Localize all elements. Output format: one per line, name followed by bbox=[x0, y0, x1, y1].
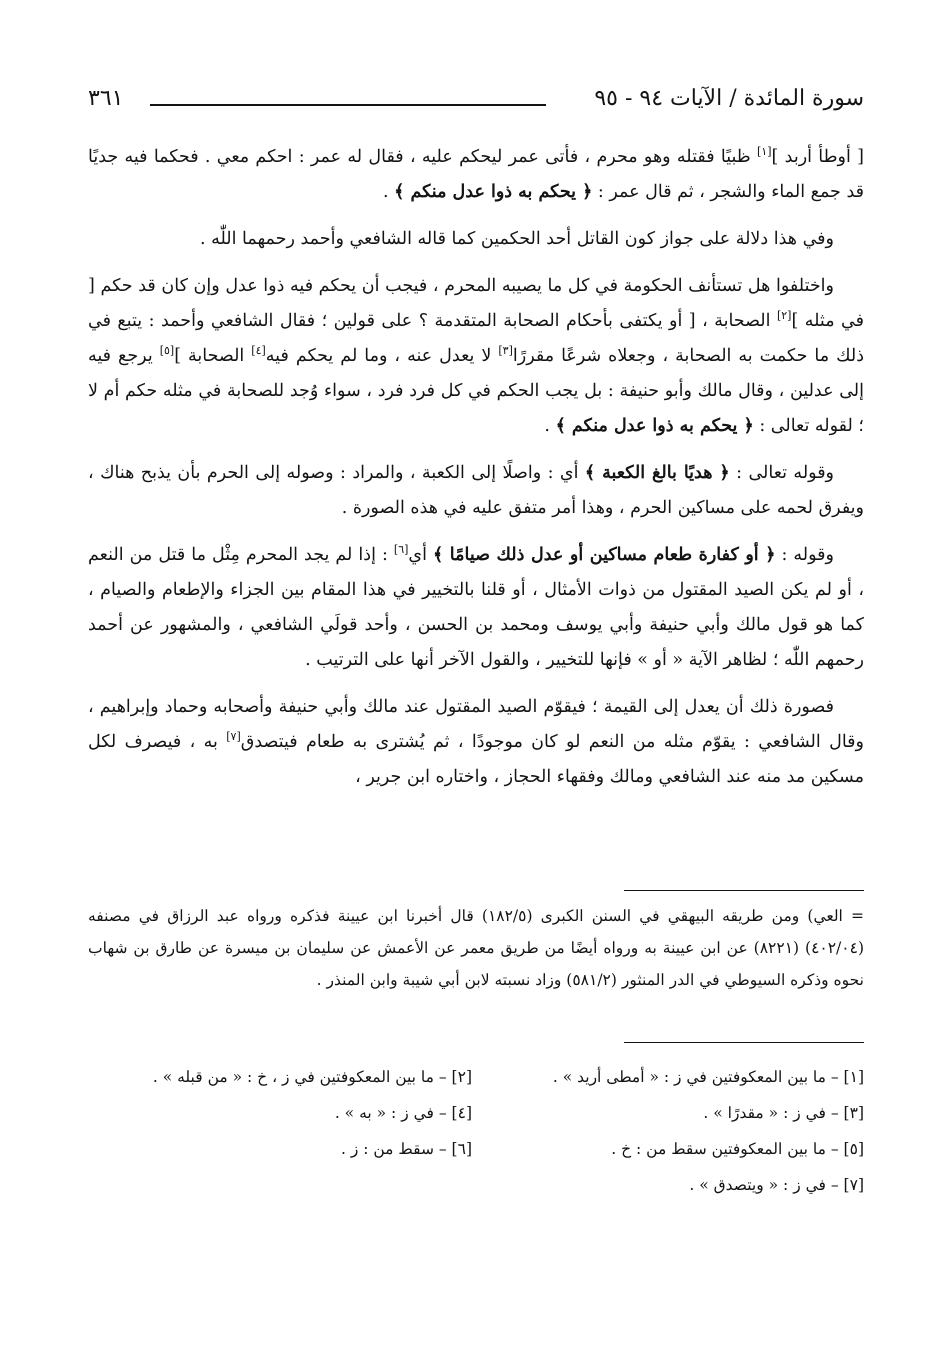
paragraph-6 bbox=[88, 690, 864, 795]
note-item: [١] – ما بين المعكوفتين في ز : « أمطى أريد » . bbox=[552, 1068, 864, 1086]
notes-row bbox=[80, 1132, 864, 1168]
running-header bbox=[88, 82, 864, 116]
note-item: [٤] – في ز : « به » . bbox=[334, 1104, 472, 1122]
paragraph-5 bbox=[88, 538, 864, 678]
text-run: فصورة ذلك أن يعدل إلى القيمة ؛ فيقوّم الصيد المقتول عند مالك وأبي حنيفة وأصحابه وحماد وإبراهيم ، وقال الشافعي : يقوّم مثله من النعم لو كان موجودًا ، ثم يُشترى به طعام فيتصدق bbox=[88, 697, 864, 752]
footnote-ref: [٧] bbox=[226, 730, 241, 744]
quran-quote: ﴿ أو كفارة طعام مساكين أو عدل ذلك صيامًا ﴾ bbox=[433, 545, 776, 565]
notes-row bbox=[80, 1168, 864, 1204]
notes-separator bbox=[624, 1042, 864, 1043]
text-run: واختلفوا هل تستأنف الحكومة في كل ما يصيبه المحرم ، فيجب أن يحكم فيه ذوا عدل وإن كان قد حكم [ في مثله ] bbox=[88, 276, 864, 331]
paragraph-3 bbox=[88, 269, 864, 444]
text-run: لا يعدل عنه ، وما لم يحكم فيه bbox=[265, 346, 499, 366]
footnote-ref: [٤] bbox=[251, 344, 266, 358]
note-item bbox=[80, 1168, 472, 1204]
text-run: أي : واصلًا إلى الكعبة ، والمراد : وصوله إلى الحرم بأن يذبح هناك ، ويفرق لحمه على مساكين الحرم ، وهذا أمر متفق عليه في هذه الصورة . bbox=[88, 463, 864, 518]
text-run: وقوله : bbox=[775, 545, 834, 565]
text-run: . bbox=[544, 416, 556, 436]
footnote-ref: [١] bbox=[757, 145, 772, 159]
note-item: [٦] – سقط من : ز . bbox=[340, 1140, 472, 1158]
text-run: . bbox=[383, 182, 395, 202]
paragraph-4 bbox=[88, 456, 864, 526]
note-item: [٧] – في ز : « ويتصدق » . bbox=[689, 1176, 864, 1194]
surah-title: سورة المائدة / الآيات ٩٤ - ٩٥ bbox=[594, 86, 864, 111]
note-item: [٢] – ما بين المعكوفتين في ز ، خ : « من قبله » . bbox=[152, 1068, 472, 1086]
footnote-separator bbox=[624, 890, 864, 891]
paragraph-1 bbox=[88, 140, 864, 210]
note-item: [٥] – ما بين المعكوفتين سقط من : خ . bbox=[611, 1140, 864, 1158]
text-run: ظبيًا فقتله وهو محرم ، فأتى عمر ليحكم عليه ، فقال له عمر : احكم معي . فحكما فيه جديًا قد جمع الماء والشجر ، ثم قال عمر : bbox=[88, 147, 864, 202]
footnote-continuation: = العي) ومن طريقه البيهقي في السنن الكبرى (١٨٢/٥) قال أخبرنا ابن عيينة فذكره ورواه عبد الرزاق في مصنفه (٤٠٢/٠٤) (٨٢٢١) عن ابن عيينة به ورواه أيضًا من طريق معمر عن الأعمش عن سليمان بن ميسرة عن طارق بن شهاب نحوه وذكره السيوطي في الدر المنثور (٥٨١/٢) وزاد نسبته لابن أبي شيبة وابن المنذر . bbox=[88, 907, 865, 989]
text-run: به ، فيصرف لكل مسكين مد منه عند الشافعي ومالك وفقهاء الحجاز ، واختاره ابن جرير ، bbox=[88, 732, 864, 787]
page-number: ٣٦١ bbox=[88, 86, 124, 111]
quran-quote: ﴿ يحكم به ذوا عدل منكم ﴾ bbox=[555, 416, 754, 436]
footnote-ref: [٣] bbox=[498, 344, 513, 358]
header-rule bbox=[150, 104, 546, 106]
footnote-ref: [٦] bbox=[393, 543, 409, 557]
text-run: الصحابة ، [ أو يكتفى بأحكام الصحابة المتقدمة ؟ على قولين ؛ فقال الشافعي وأحمد : يتبع في ذلك ما حكمت به الصحابة ، وجعلاه شرعًا مقررًا bbox=[88, 311, 864, 366]
note-item: [٣] – في ز : « مقدرًا » . bbox=[703, 1104, 864, 1122]
editorial-notes bbox=[80, 1060, 864, 1204]
main-text bbox=[88, 140, 864, 807]
text-run: الصحابة ] bbox=[174, 346, 252, 366]
quran-quote: ﴿ يحكم به ذوا عدل منكم ﴾ bbox=[394, 182, 593, 202]
paragraph-2 bbox=[88, 222, 864, 257]
footnote-ref: [٥] bbox=[159, 344, 175, 358]
text-run: [ أوطأ أربد ] bbox=[771, 147, 864, 167]
text-run: وفي هذا دلالة على جواز كون القاتل أحد الحكمين كما قاله الشافعي وأحمد رحمهما اللّٰه . bbox=[199, 229, 834, 249]
notes-row bbox=[80, 1060, 864, 1096]
text-run: أي bbox=[408, 545, 433, 565]
text-run: : إذا لم يجد المحرم مِثْل ما قتل من النعم ، أو لم يكن الصيد المقتول من ذوات الأمثال ، أو قلنا بالتخيير في هذا المقام بين الجزاء والإطعام والصيام ، كما هو قول مالك وأبي حنيفة وأبي يوسف ومحمد بن الحسن ، وأحد قولَي الشافعي ، والمشهور عن أحمد رحمهم اللّٰه ؛ لظاهر الآية « أو » فإنها للتخيير ، والقول الآخر أنها على الترتيب . bbox=[88, 545, 864, 670]
footnote-ref: [٢] bbox=[776, 309, 792, 323]
text-run: يرجع فيه إلى عدلين ، وقال مالك وأبو حنيفة : بل يجب الحكم في كل فرد فرد ، سواء وُجد للصحابة في مثله حكم أم لا ؛ لقوله تعالى : bbox=[88, 346, 864, 436]
notes-row bbox=[80, 1096, 864, 1132]
text-run: وقوله تعالى : bbox=[729, 463, 835, 483]
quran-quote: ﴿ هديًا بالغ الكعبة ﴾ bbox=[584, 463, 730, 483]
